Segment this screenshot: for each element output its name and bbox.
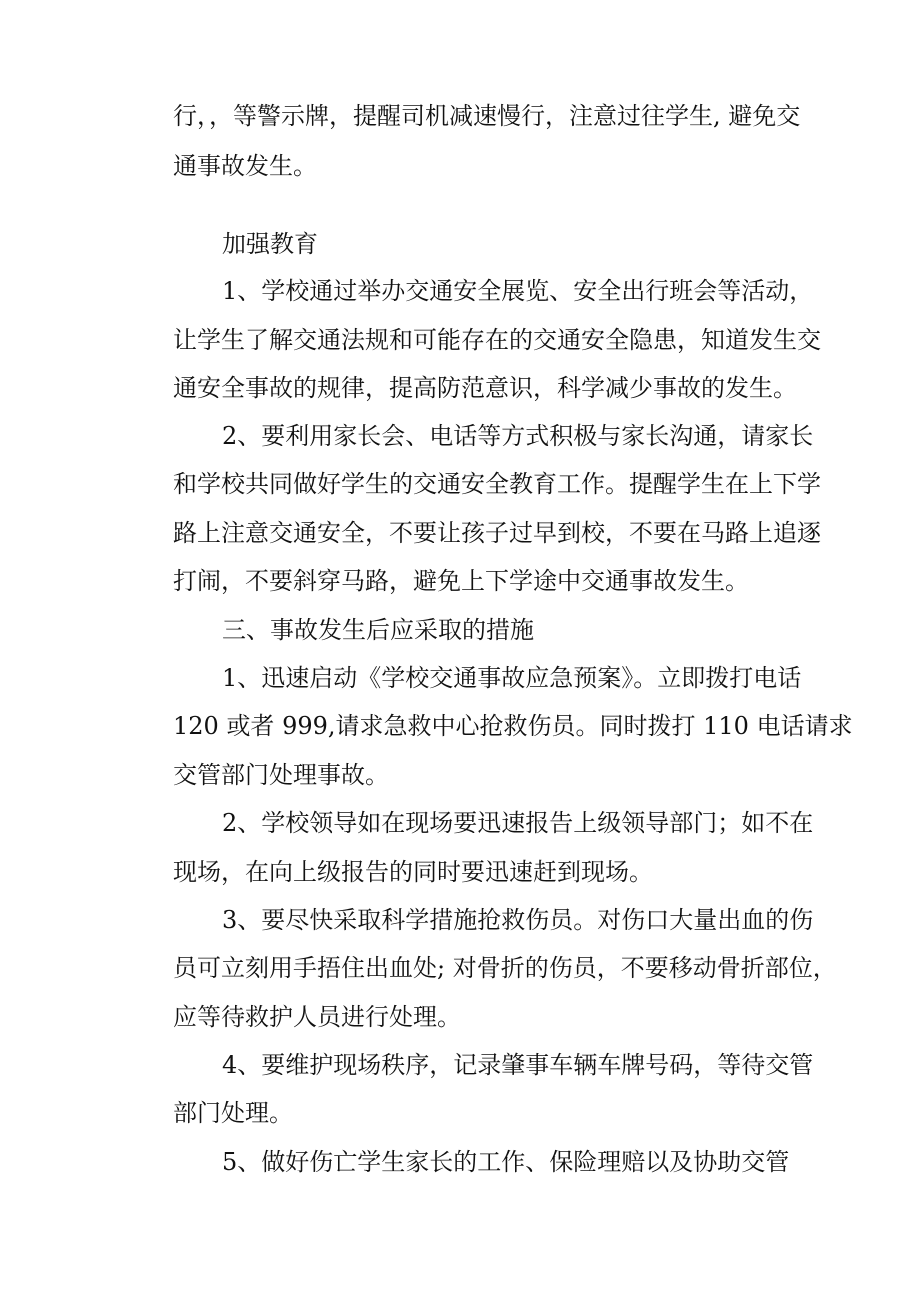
text-line: 通安全事故的规律，提高防范意识，科学减少事故的发生。 <box>173 374 797 402</box>
text-line: 员可立刻用手捂住出血处; 对骨折的伤员，不要移动骨折部位， <box>173 954 837 982</box>
text-line: 路上注意交通安全，不要让孩子过早到校，不要在马路上追逐 <box>173 519 821 547</box>
text-line: 3、要尽快采取科学措施抢救伤员。对伤口大量出血的伤 <box>222 906 814 934</box>
text-line: 现场，在向上级报告的同时要迅速赶到现场。 <box>173 858 653 886</box>
text-line: 让学生了解交通法规和可能存在的交通安全隐患，知道发生交 <box>173 326 821 354</box>
text-line: 通事故发生。 <box>173 152 317 180</box>
text-line: 120 或者 999,请求急救中心抢救伤员。同时拨打 110 电话请求 <box>173 712 853 740</box>
text-line: 1、学校通过举办交通安全展览、安全出行班会等活动， <box>222 277 814 305</box>
text-line: 应等待救护人员进行处理。 <box>173 1003 461 1031</box>
text-line: 和学校共同做好学生的交通安全教育工作。提醒学生在上下学 <box>173 470 821 498</box>
text-line: 行，，等警示牌，提醒司机减速慢行，注意过往学生, 避免交 <box>173 102 801 130</box>
section-heading: 加强教育 <box>222 230 318 258</box>
text-line: 1、迅速启动《学校交通事故应急预案》。立即拨打电话 <box>222 664 802 692</box>
text-line: 部门处理。 <box>173 1099 293 1127</box>
text-line: 2、学校领导如在现场要迅速报告上级领导部门；如不在 <box>222 809 814 837</box>
text-line: 5、做好伤亡学生家长的工作、保险理赔以及协助交管 <box>222 1148 790 1176</box>
section-heading: 三、事故发生后应采取的措施 <box>222 616 534 644</box>
text-line: 4、要维护现场秩序，记录肇事车辆车牌号码，等待交管 <box>222 1051 814 1079</box>
text-line: 交管部门处理事故。 <box>173 761 389 789</box>
text-line: 2、要利用家长会、电话等方式积极与家长沟通，请家长 <box>222 422 814 450</box>
text-line: 打闹，不要斜穿马路，避免上下学途中交通事故发生。 <box>173 567 749 595</box>
